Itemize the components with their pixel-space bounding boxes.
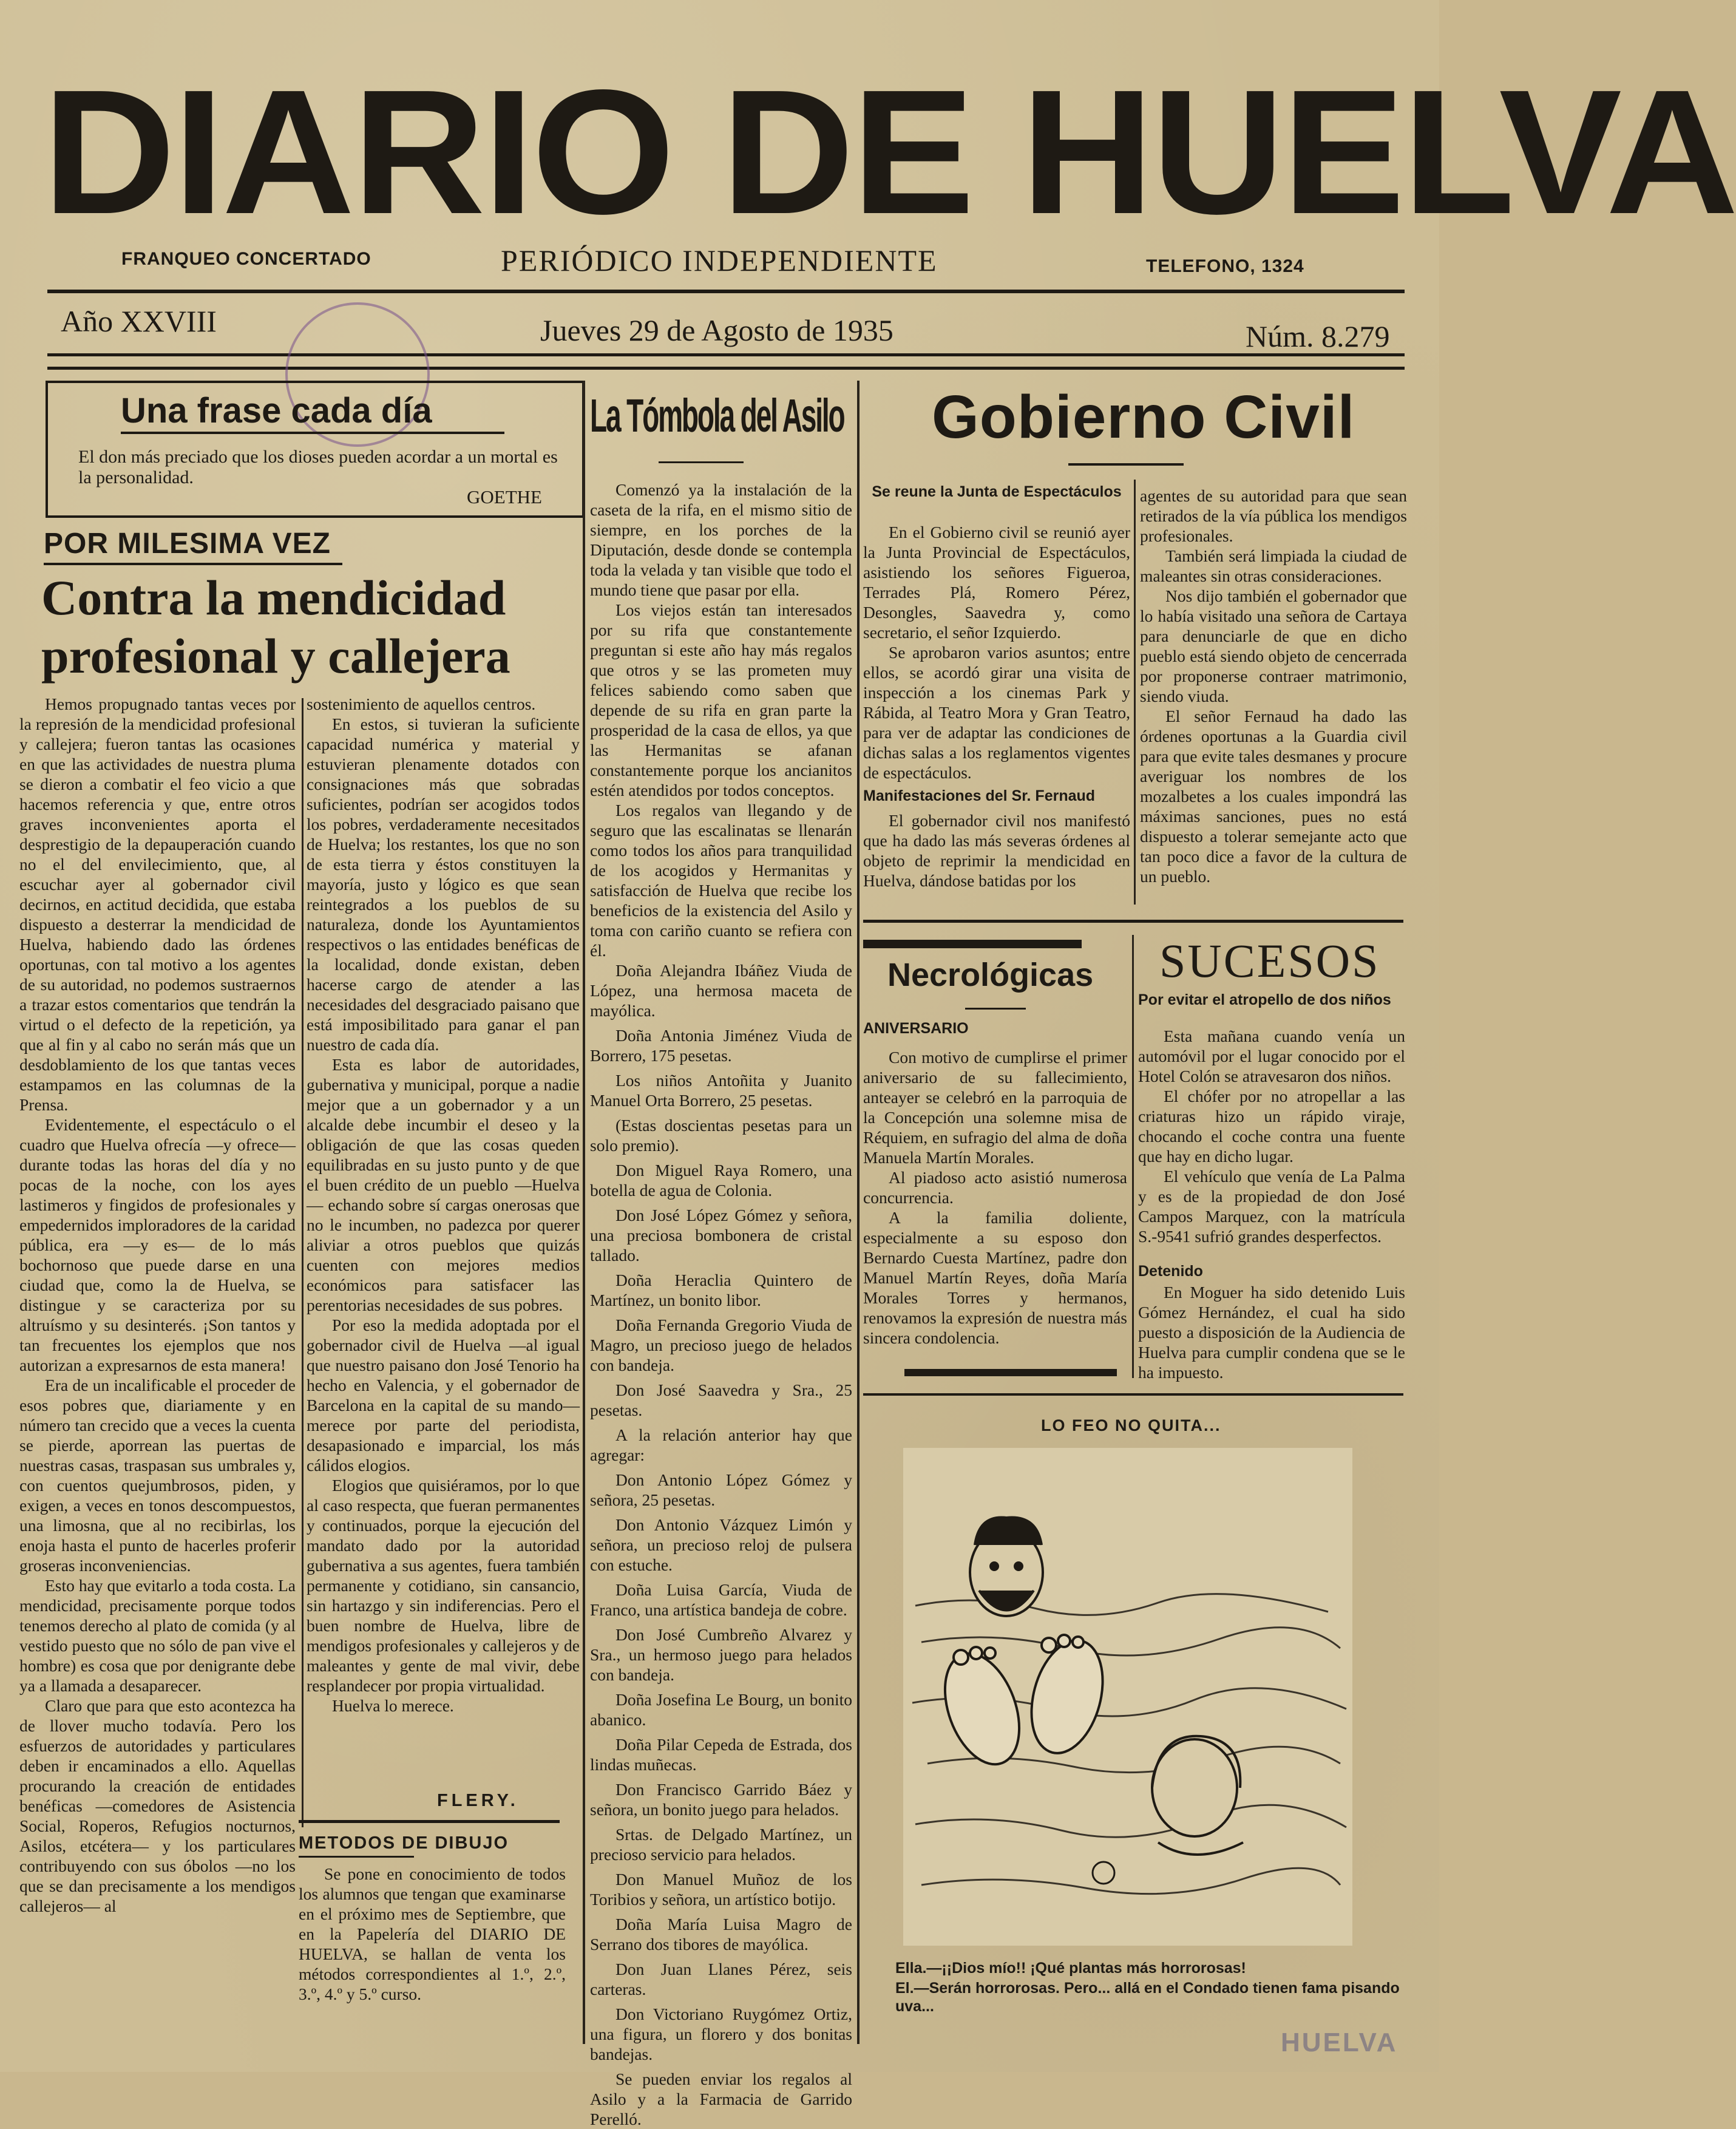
paragraph: Se pone en conocimiento de todos los alumnos que tengan que examinarse en el próximo mes de Septiembre, que en la Papelería del DIARIO DE HUELVA, se hallan de venta los métodos correspondientes al 1.º, 2.º, 3.º, 4.º y 5.º curso.	[299, 1864, 566, 2003]
masthead-rule-mid	[47, 353, 1405, 356]
gobierno-title: Gobierno Civil	[932, 383, 1355, 451]
masthead-rule-top	[47, 290, 1405, 293]
frase-text: El don más preciado que los dioses pueden acordar a un mortal es la personalidad.	[78, 447, 558, 487]
paragraph: agentes de su autoridad para que sean retirados de la vía pública los mendigos profesionales.	[1140, 486, 1407, 545]
paragraph: En estos, si tuvieran la suficiente capacidad numérica y material y estuvieran plenamente dotados con consignaciones más que sobradas suficientes, podrían ser acogidos todos los pobres, verdaderamente necesitados de Huelva; los restantes, los que no son de esta tierra y éstos constituyen la mayoría, justo y lógico es que sean reintegrados a los pueblos de su naturaleza, donde los Ayuntamientos respectivos o las entidades benéficas de la localidad, donde existan, deben hacerse cargo de atender a las necesidades del desgraciado paisano que está imposibilitado para ganar el pan nuestro de cada día.	[307, 715, 580, 1054]
paragraph: Esta es labor de autoridades, gubernativa y municipal, porque a nadie mejor que a un gobernador y a un alcalde debe incumbir el deseo y la obligación de que las cosas queden equilibradas en su justo punto y de que el buen crédito de un pueblo —Huelva— echando sobre sí cargas onerosas que no le incumben, no padezca por querer aliviar a otros pueblos que quizás cuenten con mejores medios económicos para satisfacer las perentorias necesidades de sus pobres.	[307, 1055, 580, 1314]
list-item: Don José Saavedra y Sra., 25 pesetas.	[590, 1380, 852, 1419]
paragraph: Nos dijo también el gobernador que lo había visitado una señora de Cartaya para denunciarle de que en dicho pueblo está siendo objeto de cencerrada por proponerse contraer matrimonio, siendo viuda.	[1140, 586, 1407, 705]
frase-title: Una frase cada día	[121, 391, 432, 430]
paragraph: Elogios que quisiéramos, por lo que al caso respecta, que fueran permanentes y continuados, porque la ejecución del mandato dado por la autoridad gubernativa a sus agentes, fuera también permanente y cotidiano, sin cansancio, sin hartazgo y sin indiferencias. Pero el buen nombre de Huelva, libre de mendigos profesionales y callejeros y de maleantes y gente de mal vivir, debe resplandecer por propia virtualidad.	[307, 1476, 580, 1695]
list-item: Doña Pilar Cepeda de Estrada, dos lindas muñecas.	[590, 1735, 852, 1774]
list-item: Don Miguel Raya Romero, una botella de agua de Colonia.	[590, 1161, 852, 1200]
section-rule-cartoon	[863, 1393, 1403, 1396]
paragraph: Era de un incalificable el proceder de esos pobres que, diariamente y en número tan crecido que a veces la cuenta se pierde, aporrean las puertas de nuestras casas, traspasan sus umbrales y, con cuentos quejumbrosos, piden, y exigen, a veces en tonos descompuestos, una limosna, que al no recibirlas, los enoja hasta el punto de hacerles proferir groseras inconveniencias.	[19, 1376, 296, 1575]
gobierno-subhead-1: Se reune la Junta de Espectáculos	[872, 483, 1122, 500]
paragraph: En Moguer ha sido detenido Luis Gómez Hernández, el cual ha sido puesto a disposición de la Audiencia de Huelva para cumplir condena que se le ha impuesto.	[1138, 1283, 1405, 1382]
paragraph: Claro que para que esto acontezca ha de llover mucho todavía. Pero los esfuerzos de autoridades y particulares deben ir encaminados a ello. Aquellas procurando la creación de entidades benéficas —comedores de Asistencia Social, Roperos, Refugios nocturnos, Asilos, etcétera— y los particulares contribuyendo con sus óbolos —no los que se dan precisamente a los mendigos callejeros— al	[19, 1696, 296, 1915]
paragraph: Se aprobaron varios asuntos; entre ellos, se acordó girar una visita de inspección a los cinemas Park y Rábida, al Teatro Mora y Gran Teatro, para ver de adaptar las condiciones de dichas salas a los reglamentos vigentes de espectáculos.	[863, 643, 1130, 782]
column-divider-main	[583, 381, 585, 2044]
cartoon-illustration	[903, 1448, 1352, 1946]
cartoon-title: LO FEO NO QUITA...	[1041, 1416, 1221, 1435]
paragraph: Huelva lo merece.	[332, 1696, 454, 1715]
paragraph: Los viejos están tan interesados por su rifa que constantemente preguntan si este año hay más regalos que otros y se las prometen muy felices sabiendo como saben que depende de su rifa en gran parte la prosperidad de la casa de ellos, ya que las Hermanitas se afanan constantemente porque los ancianitos estén atendidos por todos conceptos.	[590, 600, 852, 800]
list-item: (Estas doscientas pesetas para un solo premio).	[590, 1116, 852, 1155]
section-rule	[863, 920, 1403, 923]
list-item: Doña Heraclia Quintero de Martínez, un bonito libor.	[590, 1271, 852, 1309]
paragraph: En el Gobierno civil se reunió ayer la Junta Provincial de Espectáculos, asistiendo los señores Figueroa, Terrades Plá, Romero Pérez, Desongles, Saavedra y, como secretario, el señor Izquierdo.	[863, 523, 1130, 642]
issue-number: Núm. 8.279	[1246, 319, 1390, 353]
sucesos-subhead-1: Por evitar el atropello de dos niños	[1138, 991, 1391, 1008]
archive-logo: HUELVA	[1281, 2028, 1398, 2057]
necrologicas-title: Necrológicas	[887, 957, 1094, 993]
necrologicas-bar-top	[863, 940, 1082, 948]
necrologicas-bar-bottom	[904, 1369, 1117, 1376]
paragraph: sostenimiento de aquellos centros.	[307, 694, 536, 713]
mendicidad-column-1	[19, 694, 296, 1981]
list-item: Don José López Gómez y señora, una preciosa bombonera de cristal tallado.	[590, 1206, 852, 1265]
paragraph: El chófer por no atropellar a las criaturas hizo un rápido viraje, chocando el coche contra una fuente que hay en dicho lugar.	[1138, 1087, 1405, 1166]
sucesos-column-1	[1138, 1026, 1405, 1260]
signature-rule	[299, 1820, 560, 1823]
paragraph: El vehículo que venía de La Palma y es de la propiedad de don José Campos Marquez, con la matrícula S.-9541 sufrió grandes desperfectos.	[1138, 1167, 1405, 1246]
paragraph: El gobernador civil nos manifestó que ha dado las más severas órdenes al objeto de reprimir la mendicidad en Huelva, dándose batidas por los	[863, 811, 1130, 890]
column-divider-sucesos	[1132, 935, 1134, 1378]
paragraph: Esto hay que evitarlo a toda costa. La mendicidad, precisamente porque todos tenemos derecho al plato de comida (y al vestido puesto que no sólo de pan vive el hombre) es cosa que por denigrante debe ya a llamada a desaparecer.	[19, 1576, 296, 1695]
list-item: Doña María Luisa Magro de Serrano dos tibores de mayólica.	[590, 1915, 852, 1954]
list-item: Doña Fernanda Gregorio Viuda de Magro, un precioso juego de helados con bandeja.	[590, 1316, 852, 1374]
list-item: Doña Josefina Le Bourg, un bonito abanico.	[590, 1690, 852, 1729]
mendicidad-headline-2: profesional y callejera	[41, 628, 510, 684]
kicker-underline	[44, 563, 342, 565]
telefono-label: TELEFONO, 1324	[1146, 256, 1304, 276]
issue-year: Año XXVIII	[61, 304, 217, 338]
mendicidad-column-2	[307, 694, 580, 1774]
mendicidad-kicker: POR MILESIMA VEZ	[44, 528, 331, 560]
sucesos-title: SUCESOS	[1159, 934, 1380, 987]
list-item: Doña Luisa García, Viuda de Franco, una artística bandeja de cobre.	[590, 1580, 852, 1619]
paragraph: Esta mañana cuando venía un automóvil por el lugar conocido por el Hotel Colón se atravesaron dos niños.	[1138, 1027, 1405, 1085]
list-item: Don Juan Llanes Pérez, seis carteras.	[590, 1960, 852, 1998]
paragraph: Con motivo de cumplirse el primer aniversario de su fallecimiento, anteayer se celebró en la parroquia de la Concepción una solemne misa de Réquiem, en sufragio del alma de doña Manuela Martín Morales.	[863, 1048, 1127, 1167]
sucesos-column-2	[1138, 1282, 1405, 1385]
metodos-title: METODOS DE DIBUJO	[299, 1833, 509, 1853]
frase-title-underline	[121, 432, 504, 434]
issue-date: Jueves 29 de Agosto de 1935	[540, 313, 893, 347]
metodos-underline	[299, 1856, 414, 1858]
masthead-title: DIARIO DE HUELVA	[42, 53, 1736, 251]
paragraph: Al piadoso acto asistió numerosa concurrencia.	[863, 1168, 1127, 1207]
column-divider-gobierno	[1134, 480, 1136, 905]
cartoon-caption-2: El.—Serán horrorosas. Pero... allá en el Condado tienen fama pisando uva...	[895, 1980, 1400, 2015]
paragraph: A la familia doliente, especialmente a su esposo don Bernardo Cuesta Martínez, padre don Manuel Martín Reyes, doña María Morales Torres y hermanos, renovamos la expresión de nuestra más sincera condolencia.	[863, 1208, 1127, 1347]
column-divider-right	[857, 381, 860, 2044]
cartoon-caption-1: Ella.—¡¡Dios mío!! ¡Qué plantas más horrorosas!	[895, 1960, 1246, 1977]
paragraph: Comenzó ya la instalación de la caseta de la rifa, en el mismo sitio de siempre, en los porches de la Diputación, desde donde se contempla toda la velada y tan visible que todo el mundo tiene que pasar por ella.	[590, 480, 852, 599]
mendicidad-signature: FLERY.	[437, 1791, 519, 1810]
tombola-ornament	[659, 461, 744, 463]
sucesos-subhead-2: Detenido	[1138, 1263, 1203, 1280]
necrologicas-column	[863, 1047, 1127, 1363]
list-item: Srtas. de Delgado Martínez, un precioso servicio para helados.	[590, 1825, 852, 1864]
frase-author: GOETHE	[467, 486, 542, 508]
paragraph: El señor Fernaud ha dado las órdenes oportunas a la Guardia civil para que evite tales desmanes y procure averiguar los nombres de los mozalbetes a los cuales impondrá las máximas sanciones, pues no está dispuesto a tolerar semejante acto que tan poco dice a favor de la cultura de un pueblo.	[1140, 707, 1407, 886]
list-item: Se pueden enviar los regalos al Asilo y a la Farmacia de Garrido Perelló.	[590, 2070, 852, 2128]
gobierno-column-1	[863, 522, 1130, 783]
paragraph: Evidentemente, el espectáculo o el cuadro que Huelva ofrecía —y ofrece— durante todas las horas del día y no pocas de la noche, con los ayes lastimeros y fingidos de profesionales y empedernidos imploradores de la caridad pública, era —y es— de lo más bochornoso que puede darse en una ciudad que, como la de Huelva, se distingue y se caracteriza por su altruísmo y su desinterés. ¡Son tantos y tan frecuentes los ejemplos que nos autorizan a expresarnos de esta manera!	[19, 1115, 296, 1374]
gobierno-subhead-2: Manifestaciones del Sr. Fernaud	[863, 787, 1096, 804]
list-item: Don Antonio Vázquez Limón y señora, un precioso reloj de pulsera con estuche.	[590, 1515, 852, 1574]
tombola-title: La Tómbola del Asilo	[590, 389, 844, 442]
franqueo-label: FRANQUEO CONCERTADO	[121, 249, 371, 269]
list-item: Doña Alejandra Ibáñez Viuda de López, una hermosa maceta de mayólica.	[590, 961, 852, 1020]
paragraph: También será limpiada la ciudad de maleantes sin otras consideraciones.	[1140, 546, 1407, 585]
necrologicas-ornament	[965, 1008, 1026, 1010]
necrologicas-subhead: ANIVERSARIO	[863, 1020, 969, 1037]
list-item: Doña Antonia Jiménez Viuda de Borrero, 175 pesetas.	[590, 1026, 852, 1065]
list-item: Don Victoriano Ruygómez Ortiz, una figura, un florero y dos bonitas bandejas.	[590, 2005, 852, 2063]
cartoon-drawing	[903, 1448, 1352, 1946]
masthead-subtitle: PERIÓDICO INDEPENDIENTE	[501, 243, 938, 277]
list-item: Los niños Antoñita y Juanito Manuel Orta Borrero, 25 pesetas.	[590, 1071, 852, 1110]
tombola-column	[590, 480, 852, 2128]
gobierno-ornament	[1068, 463, 1184, 466]
paragraph: Hemos propugnado tantas veces por la represión de la mendicidad profesional y callejera; fueron tantas las ocasiones en que las actividades de nuestra pluma se dieron a combatir el feo vicio a que hacemos referencia y que, entre otros graves inconvenientes aporta el desprestigio de la depauperación cuando no el del envilecimiento, que, al escuchar ayer al gobernador civil decirnos, en actitud decidida, que estaba dispuesto a desterrar la mendicidad de Huelva, habiendo dado las órdenes oportunas, con tal motivo a los agentes de su autoridad, no podemos sustraernos a trazar estos comentarios que tendrán la virtud o el defecto de la repetición, ya que al fin y al cabo no serán más que un desdoblamiento de los que tantas veces estampamos en las columnas de la Prensa.	[19, 694, 296, 1114]
masthead-rule-bottom	[47, 367, 1405, 370]
list-item: Don Antonio López Gómez y señora, 25 pesetas.	[590, 1470, 852, 1509]
list-item: Don Manuel Muñoz de los Toribios y señora, un artístico botijo.	[590, 1870, 852, 1909]
list-item: A la relación anterior hay que agregar:	[590, 1425, 852, 1464]
frase-box	[46, 381, 585, 518]
list-item: Don Francisco Garrido Báez y señora, un bonito juego para helados.	[590, 1780, 852, 1819]
paragraph: Los regalos van llegando y de seguro que las escalinatas se llenarán como todos los años para tranquilidad de los acogidos y Hermanitas y satisfacción de Huelva que recibe los beneficios de la existencia del Asilo y toma con cariño cuanto se refiera con él.	[590, 801, 852, 960]
mendicidad-headline-1: Contra la mendicidad	[41, 570, 506, 625]
gobierno-column-1b	[863, 810, 1130, 902]
list-item: Don José Cumbreño Alvarez y Sra., un hermoso juego para helados con bandeja.	[590, 1625, 852, 1684]
metodos-text-block	[299, 1864, 566, 2058]
paragraph: Por eso la medida adoptada por el gobernador civil de Huelva —al igual que nuestro paisano don José Tenorio ha hecho en Valencia, y el gobernador de Barcelona en la capital de su mando— merece por parte del periodista, desapasionado e imparcial, los más cálidos elogios.	[307, 1316, 580, 1475]
column-divider	[302, 698, 303, 1827]
gobierno-column-2	[1140, 486, 1407, 905]
